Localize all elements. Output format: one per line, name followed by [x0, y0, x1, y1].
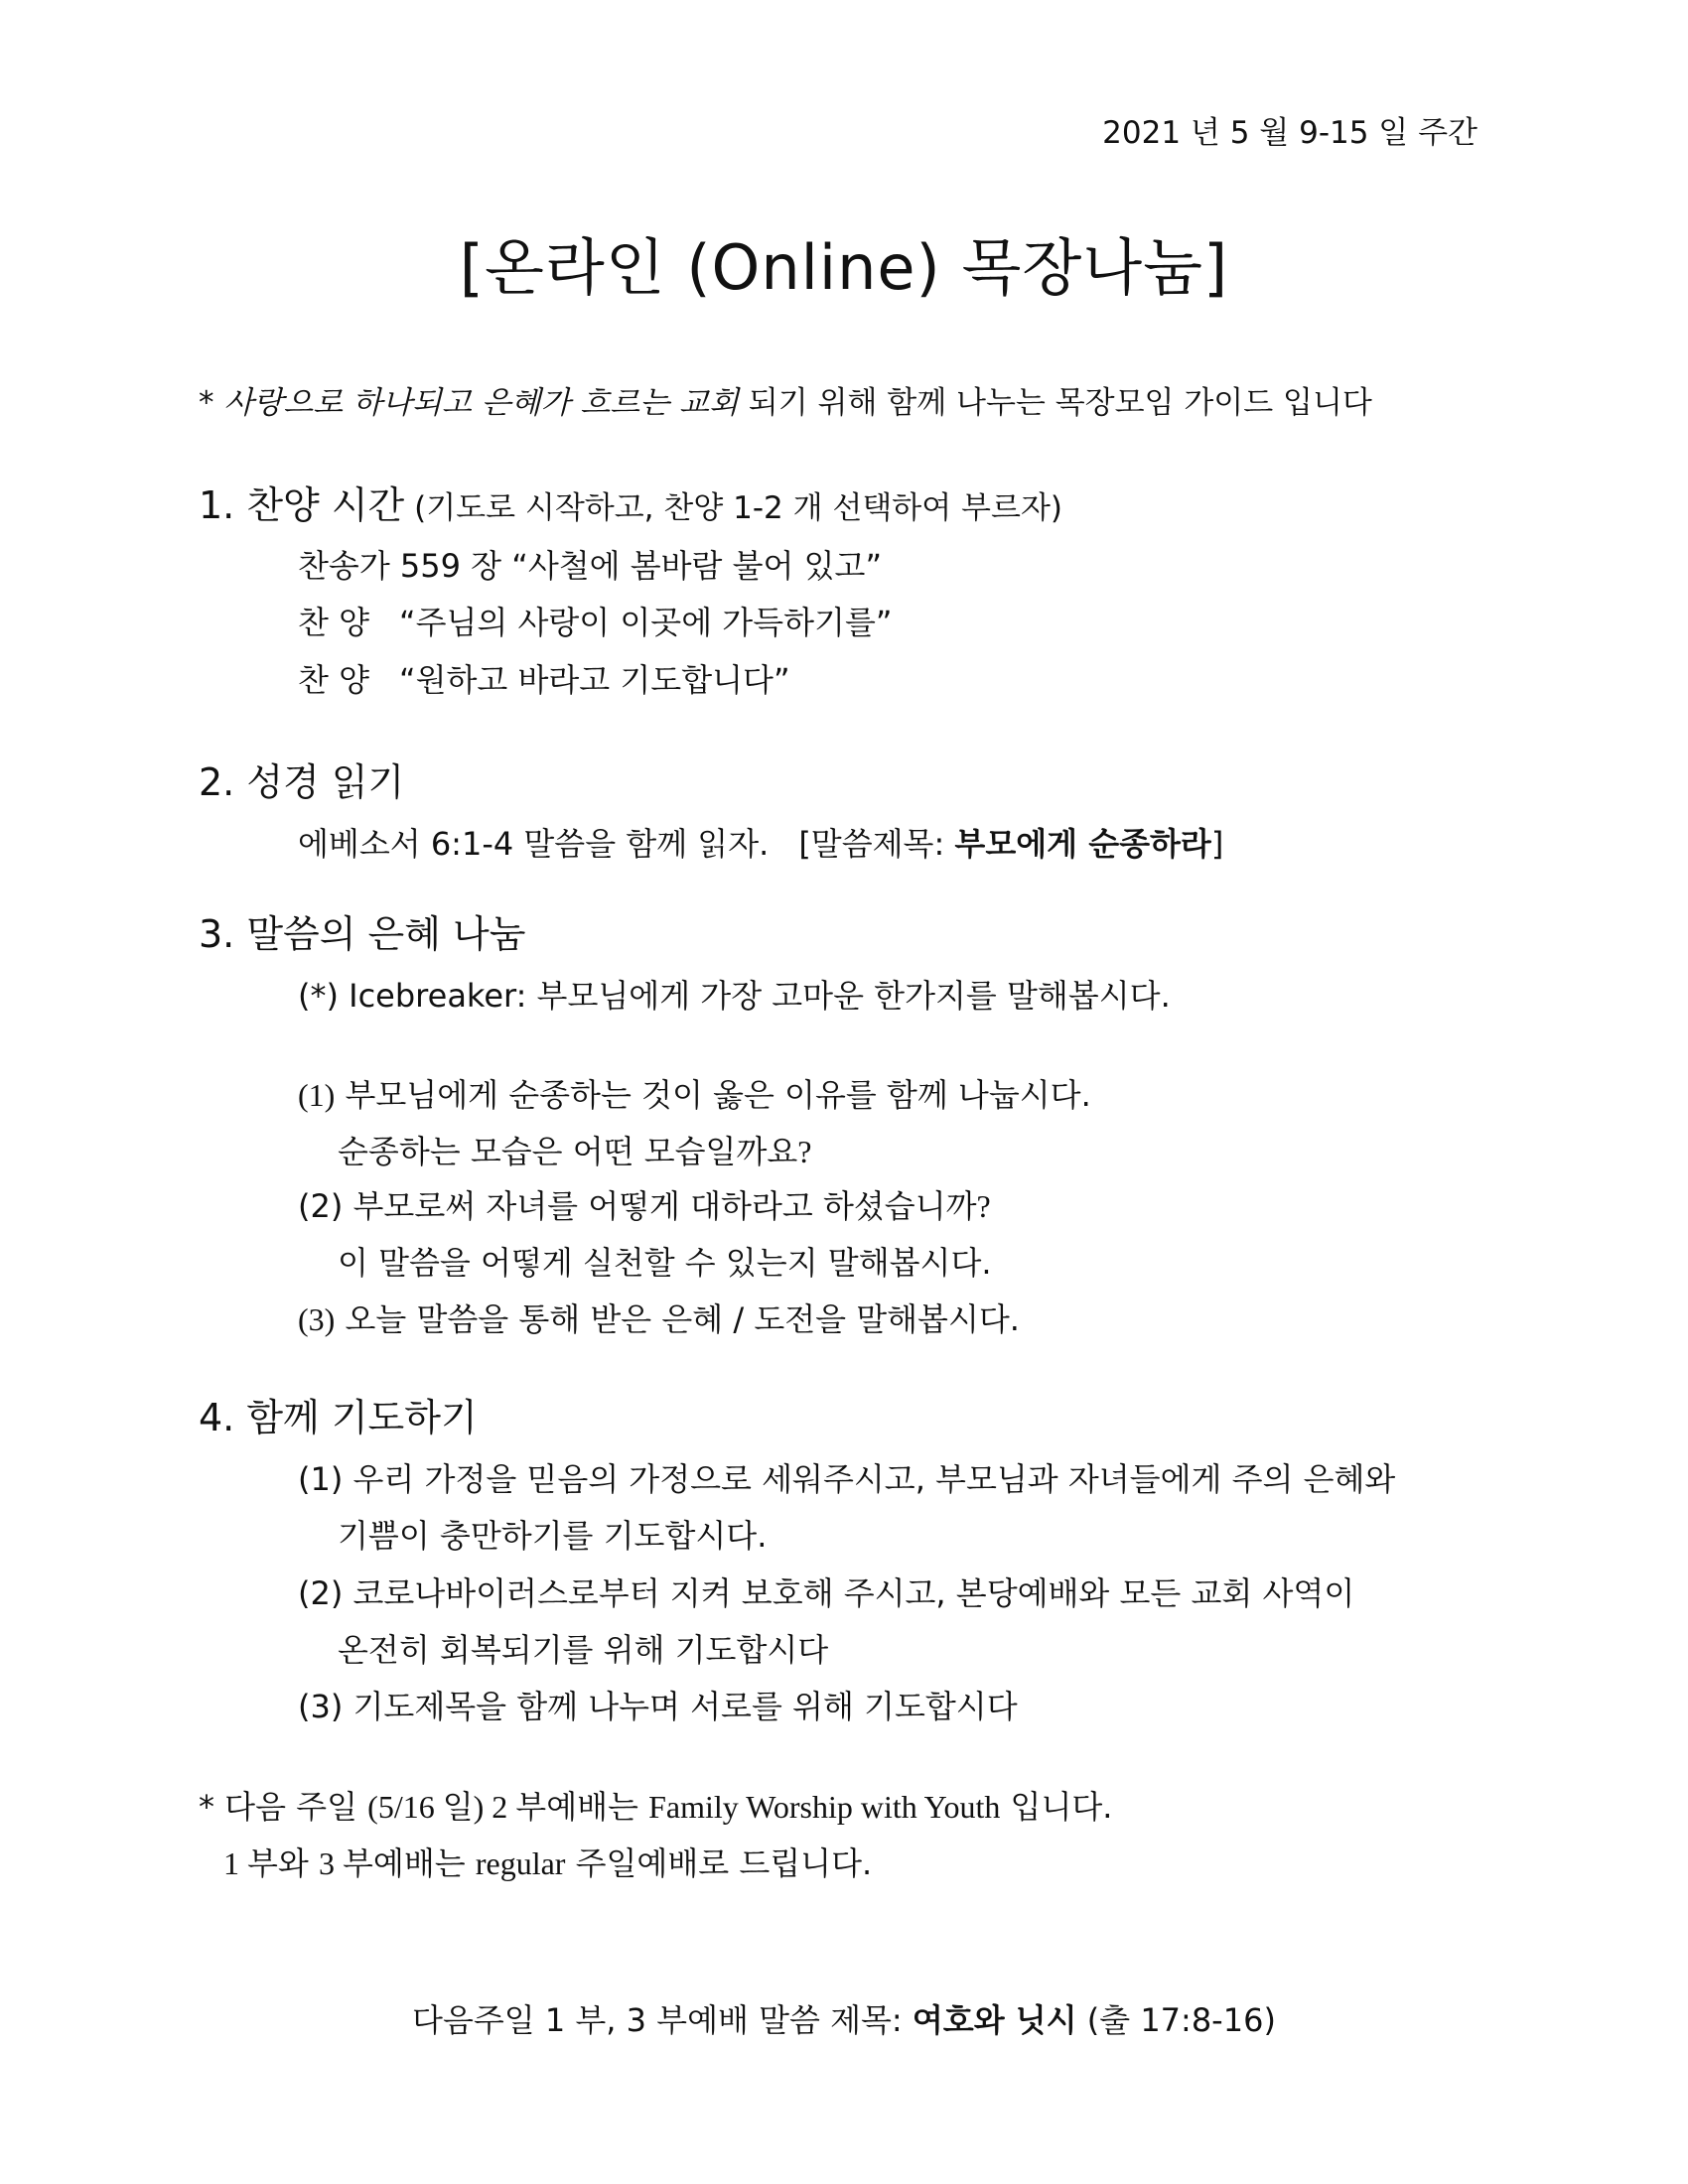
- hymn-line: 찬송가 559 장 “사철에 봄바람 불어 있고”: [298, 547, 883, 585]
- question-1: [298, 1070, 1091, 1116]
- announcement-text: * 다음 주일: [199, 1788, 368, 1826]
- question-2: [298, 1181, 991, 1227]
- question-number: (3): [298, 1301, 336, 1337]
- section-1-heading: [199, 475, 1062, 529]
- prayer-2-cont: 온전히 회복되기를 위해 기도합시다: [338, 1631, 829, 1669]
- question-3: [298, 1295, 1020, 1340]
- section-3-title: 3. 말씀의 은혜 나눔: [199, 912, 526, 956]
- next-week-title: 여호와 닛시: [912, 2001, 1077, 2039]
- announcement-text: 부와: [247, 1844, 319, 1882]
- next-week-reference: (출 17:8-16): [1076, 2001, 1276, 2039]
- prayer-3: (3) 기도제목을 함께 나누며 서로를 위해 기도합시다: [298, 1688, 1018, 1725]
- announcement-english: regular: [475, 1845, 566, 1881]
- section-4-title: 4. 함께 기도하기: [199, 1396, 478, 1439]
- question-text: 오늘 말씀을 통해 받은 은혜 / 도전을 말해봅시다.: [335, 1300, 1020, 1338]
- announcement-service-num: 1: [223, 1845, 247, 1881]
- praise-title: “원하고 바라고 기도합니다”: [399, 661, 790, 699]
- intro-line: [199, 377, 1372, 422]
- praise-line-2: [298, 655, 790, 701]
- date-line: 2021 년 5 월 9-15 일 주간: [1102, 115, 1477, 151]
- question-2-cont: 이 말씀을 어떻게 실천할 수 있는지 말해봅시다.: [338, 1244, 992, 1282]
- section-1-subtitle: (기도로 시작하고, 찬양 1-2 개 선택하여 부르자): [404, 490, 1062, 526]
- prayer-1-cont: 기쁨이 충만하기를 기도합시다.: [338, 1517, 768, 1555]
- bible-reading-line: [298, 819, 1223, 865]
- question-mark: ?: [797, 1134, 812, 1169]
- prayer-2: (2) 코로나바이러스로부터 지켜 보호해 주시고, 본당예배와 모든 교회 사역이: [298, 1574, 1355, 1612]
- announcement-service-num: 3: [319, 1845, 343, 1881]
- question-number: (2): [298, 1187, 344, 1225]
- announcement-line-2: [223, 1839, 872, 1884]
- announcement-text: 부예배는: [343, 1844, 476, 1882]
- announcement-date: (5/16: [367, 1789, 443, 1825]
- question-1-cont: [338, 1127, 812, 1172]
- praise-line-1: [298, 598, 892, 643]
- section-2-title: 2. 성경 읽기: [199, 760, 405, 804]
- announcement-day: 일: [442, 1788, 474, 1826]
- question-text: 순종하는 모습은 어떤 모습일까요: [338, 1133, 798, 1170]
- next-week-label: 다음주일 1 부, 3 부예배 말씀 제목:: [412, 2001, 913, 2039]
- praise-title: “주님의 사랑이 이곳에 가득하기를”: [399, 604, 893, 641]
- praise-label: 찬 양: [298, 604, 369, 641]
- icebreaker-line: (*) Icebreaker: 부모님에게 가장 고마운 한가지를 말해봅시다.: [298, 977, 1171, 1015]
- sermon-title-label: [말씀제목:: [798, 825, 955, 863]
- announcement-text: 주일예배로 드립니다.: [565, 1844, 873, 1882]
- praise-label: 찬 양: [298, 661, 369, 699]
- question-text: 부모님에게 순종하는 것이 옳은 이유를 함께 나눕시다.: [335, 1076, 1091, 1114]
- prayer-1: (1) 우리 가정을 믿음의 가정으로 세워주시고, 부모님과 자녀들에게 주의 은혜와: [298, 1460, 1396, 1498]
- page-title: [온라인 (Online) 목장나눔]: [459, 231, 1229, 304]
- sermon-title-close: ]: [1210, 825, 1224, 863]
- announcement-line-1: [199, 1782, 1112, 1828]
- announcement-service-num: ) 2: [473, 1789, 516, 1825]
- intro-star: *: [199, 385, 214, 421]
- section-1-title: 1. 찬양 시간: [199, 483, 405, 527]
- next-week-sermon: [0, 1995, 1688, 2041]
- question-number: (1): [298, 1077, 336, 1113]
- intro-italic: 사랑으로 하나되고 은혜가 흐르는 교회: [223, 385, 739, 421]
- sermon-title: 부모에게 순종하라: [954, 825, 1211, 863]
- announcement-text: 부예배는: [515, 1788, 649, 1826]
- question-mark: ?: [976, 1188, 991, 1224]
- announcement-english: Family Worship with Youth: [648, 1789, 1001, 1825]
- announcement-text: 입니다.: [1000, 1788, 1113, 1826]
- question-text: 부모로써 자녀를 어떻게 대하라고 하셨습니까: [343, 1187, 977, 1225]
- bible-reading-text: 에베소서 6:1-4 말씀을 함께 읽자.: [298, 825, 770, 863]
- intro-rest: 되기 위해 함께 나누는 목장모임 가이드 입니다: [738, 385, 1372, 421]
